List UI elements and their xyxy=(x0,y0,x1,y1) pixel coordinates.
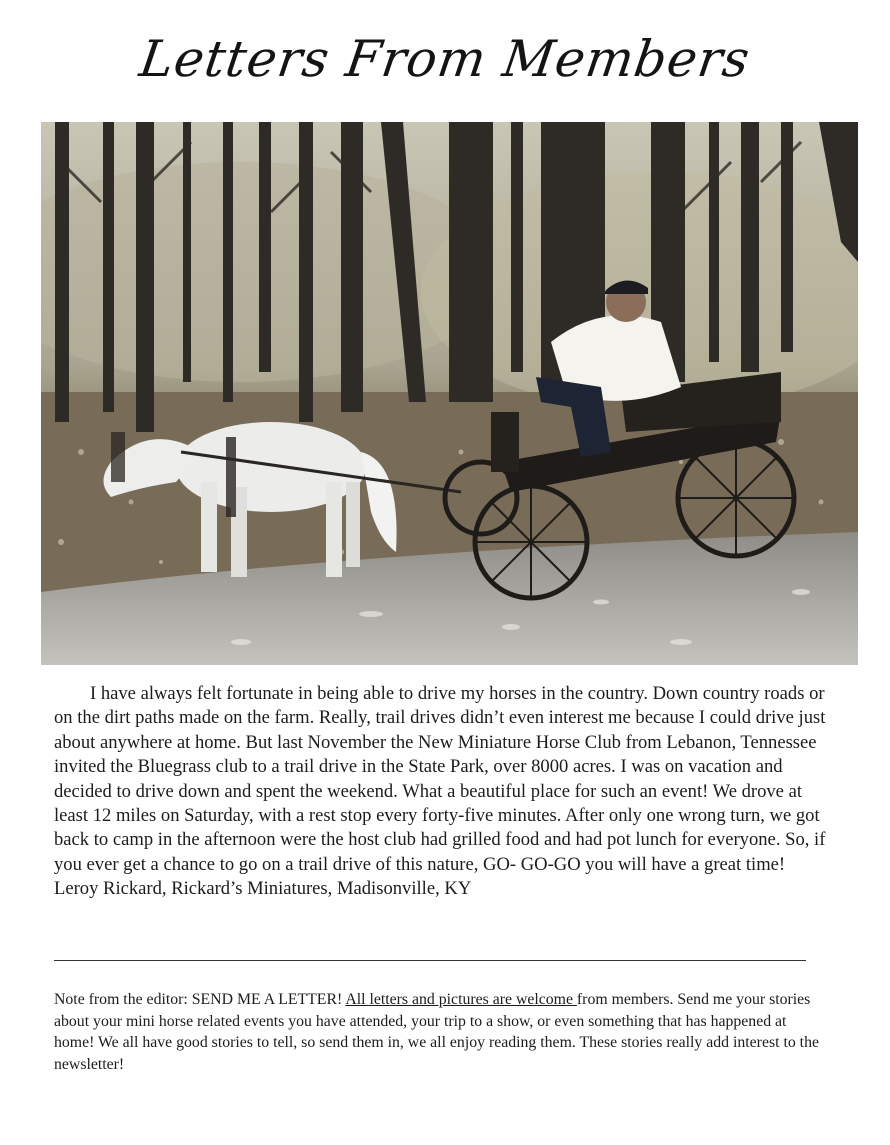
story-body xyxy=(54,682,839,902)
story-signature: Leroy Rickard, Rickard’s Miniatures, Madisonville, KY xyxy=(54,878,472,900)
story-text: I have always felt fortunate in being able to drive my horses in the country. Down country roads or on the dirt paths made on the farm. Really, trail drives didn’t even interest me because I could drive just about anywhere at home. But last November the New Miniature Horse Club from Lebanon, Tennessee invited the Bluegrass club to a trail drive in the State Park, over 8000 acres. I was on vacation and decided to drive down and spent the weekend. What a beautiful place for such an event! We drove at least 12 miles on Saturday, with a rest stop every forty-five minutes. After only one wrong turn, we got back to camp in the afternoon were the host club had grilled food and had pot lunch for everyone. So, if you ever get a chance to go on a trail drive of this nature, GO- GO-GO you will have a great time! xyxy=(54,683,826,875)
editor-note xyxy=(54,989,824,1075)
photo-horse-carriage xyxy=(41,122,858,665)
editor-note-body: from members. Send me your stories about your mini horse related events you have attended, your trip to a show, or even something that has happened at home! We all have good stories to tell, so send them in, we all enjoy reading them. These stories really add interest to the newsletter! xyxy=(54,991,819,1073)
editor-note-lead: Note from the editor: SEND ME A LETTER! xyxy=(54,991,346,1008)
editor-note-underlined: All letters and pictures are welcome xyxy=(345,991,577,1008)
page-title: Letters From Members xyxy=(136,30,754,88)
section-divider xyxy=(54,960,806,961)
